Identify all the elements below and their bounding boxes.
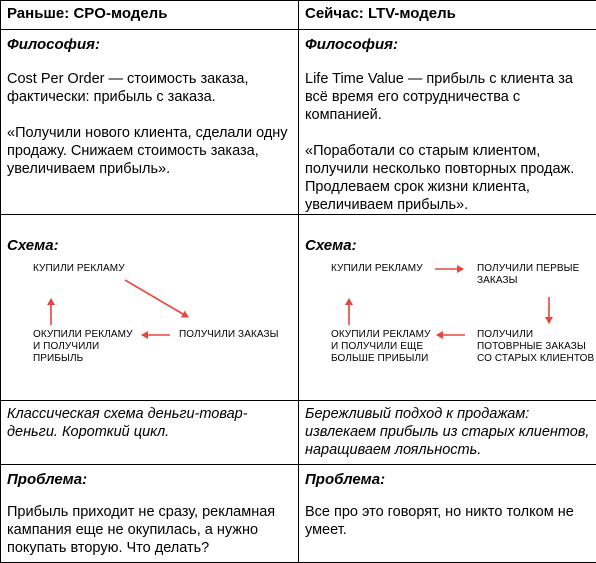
left-philosophy-cell <box>1 30 299 215</box>
right-node-repeat-orders-l1: ПОЛУЧИЛИ <box>477 329 533 341</box>
right-header: Сейчас: LTV-модель <box>299 1 596 30</box>
right-philosophy-text: Life Time Value — прибыль с клиента за всё время его сотрудничества с компанией. <box>305 70 590 124</box>
left-problem-text: Прибыль приходит не сразу, рекламная кампания еще не окупилась, а нужно покупать вторую. Что делать? <box>7 503 292 557</box>
left-node-payback-l1: ОКУПИЛИ РЕКЛАМУ <box>33 329 133 341</box>
right-node-first-orders-l1: ПОЛУЧИЛИ ПЕРВЫЕ <box>477 263 579 275</box>
right-node-payback-l3: БОЛЬШЕ ПРИБЫЛИ <box>331 353 428 365</box>
right-node-first-orders-l2: ЗАКАЗЫ <box>477 275 518 287</box>
right-node-payback-l2: И ПОЛУЧИЛИ ЕЩЕ <box>331 341 423 353</box>
right-diagram-arrows <box>305 263 591 389</box>
right-scheme-cell <box>299 215 596 401</box>
left-scheme-caption: Классическая схема деньги-товар-деньги. Короткий цикл. <box>7 401 292 441</box>
right-scheme-caption: Бережливый подход к продажам: извлекаем прибыль из старых клиентов, наращиваем лояльность. <box>305 401 590 459</box>
caption-row <box>1 401 596 465</box>
scheme-row <box>1 215 596 401</box>
right-node-bought-ads: КУПИЛИ РЕКЛАМУ <box>331 263 423 275</box>
left-problem-label: Проблема: <box>7 471 292 489</box>
arrow-diagonal <box>125 280 188 317</box>
left-diagram-arrows <box>7 263 293 389</box>
left-problem-cell <box>1 465 299 563</box>
right-node-payback-l1: ОКУПИЛИ РЕКЛАМУ <box>331 329 431 341</box>
left-caption-cell <box>1 401 299 465</box>
left-philosophy-label: Философия: <box>7 36 292 54</box>
right-scheme-label: Схема: <box>305 237 590 255</box>
right-ltv-diagram <box>305 263 591 389</box>
right-problem-label: Проблема: <box>305 471 590 489</box>
right-node-repeat-orders-l3: СО СТАРЫХ КЛИЕНТОВ <box>477 353 594 365</box>
right-philosophy-cell <box>299 30 596 215</box>
left-scheme-label: Схема: <box>7 237 292 255</box>
left-scheme-cell <box>1 215 299 401</box>
left-node-payback-l3: ПРИБЫЛЬ <box>33 353 83 365</box>
right-node-repeat-orders-l2: ПОТОВРНЫЕ ЗАКАЗЫ <box>477 341 586 353</box>
left-node-got-orders: ПОЛУЧИЛИ ЗАКАЗЫ <box>179 329 279 341</box>
left-node-bought-ads: КУПИЛИ РЕКЛАМУ <box>33 263 125 275</box>
left-node-payback-l2: И ПОЛУЧИЛИ <box>33 341 99 353</box>
left-header: Раньше: CPO-модель <box>1 1 299 30</box>
header-row <box>1 1 596 30</box>
right-caption-cell <box>299 401 596 465</box>
right-philosophy-label: Философия: <box>305 36 590 54</box>
right-problem-text: Все про это говорят, но никто толком не умеет. <box>305 503 590 539</box>
left-philosophy-quote: «Получили нового клиента, сделали одну продажу. Снижаем стоимость заказа, увеличиваем прибыль». <box>7 124 292 178</box>
right-philosophy-quote: «Поработали со старым клиентом, получили несколько повторных продаж. Продлеваем срок жизни клиента, увеличиваем прибыль». <box>305 142 590 214</box>
left-cpo-diagram <box>7 263 293 389</box>
problem-row <box>1 465 596 563</box>
right-problem-cell <box>299 465 596 563</box>
left-philosophy-text: Cost Per Order — стоимость заказа, фактически: прибыль с заказа. <box>7 70 292 106</box>
philosophy-row <box>1 30 596 215</box>
